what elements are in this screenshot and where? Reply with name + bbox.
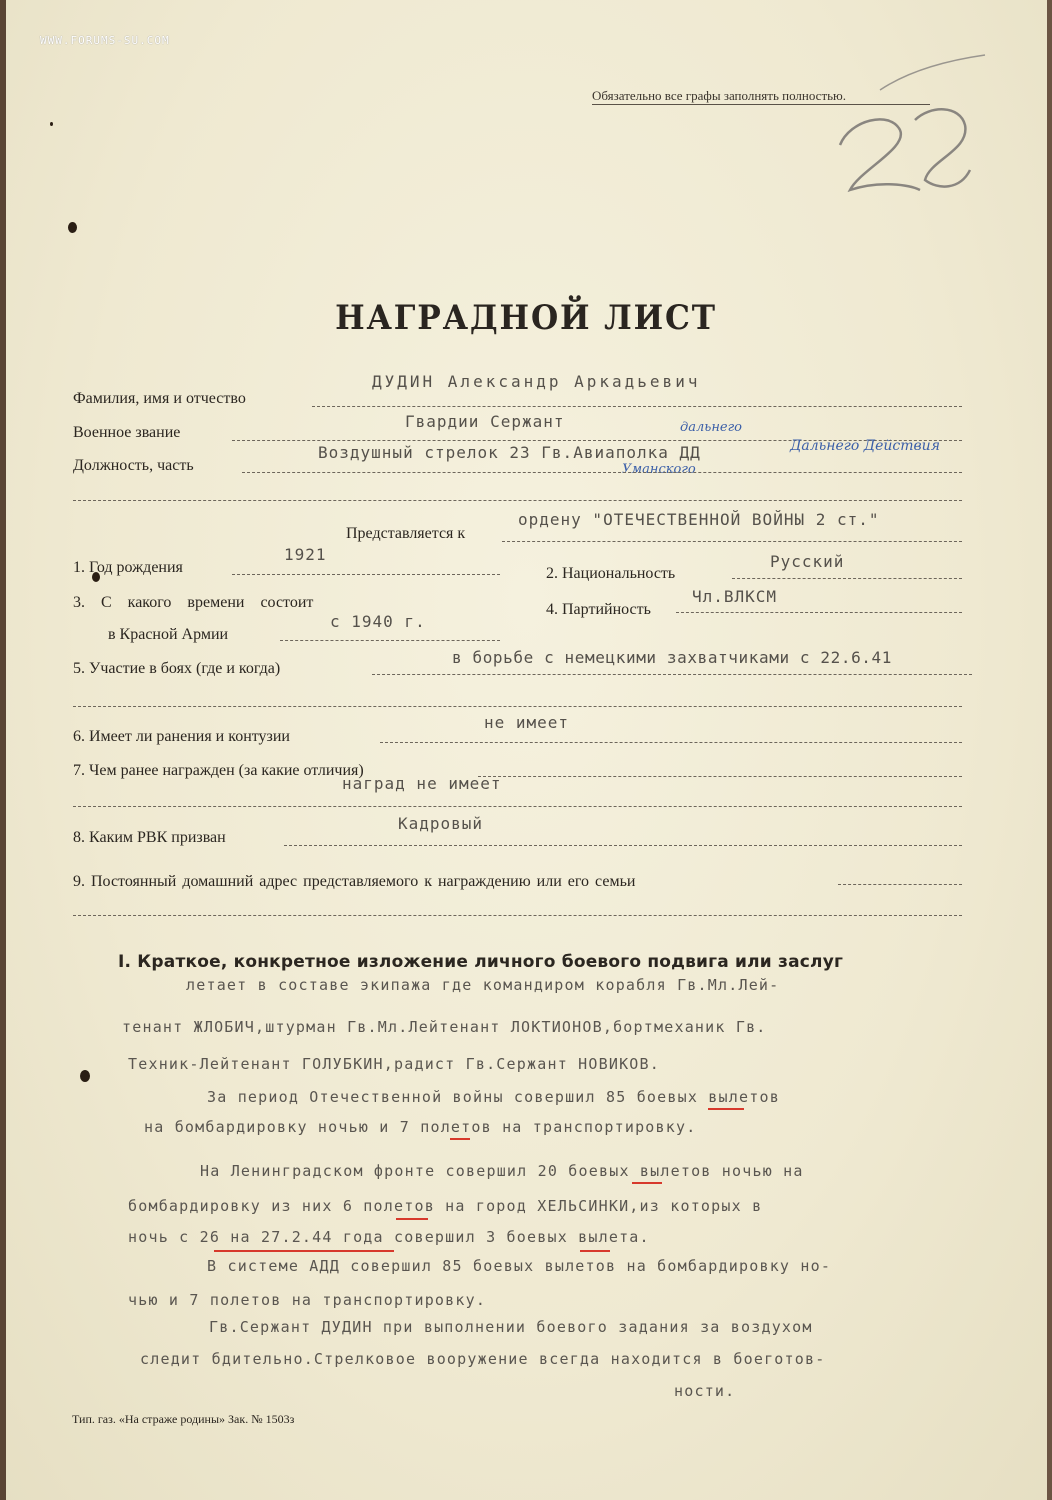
army-value: с 1940 г. (330, 612, 426, 631)
party-underline (676, 612, 962, 613)
rvk-underline (284, 845, 962, 846)
army-underline (280, 640, 500, 641)
story-line-9: В системе АДД совершил 85 боевых вылетов на бомбардировку но- (207, 1257, 832, 1275)
red-underline (708, 1108, 744, 1110)
nationality-underline (732, 578, 962, 579)
nationality-label: 2. Национальность (546, 565, 676, 582)
rank-label: Военное звание (73, 424, 181, 441)
document-title: НАГРАДНОЙ ЛИСТ (335, 298, 717, 338)
punch-hole (80, 1070, 90, 1082)
rvk-value: Кадровый (398, 814, 484, 833)
birth-value: 1921 (284, 545, 327, 564)
fio-label: Фамилия, имя и отчество (73, 390, 246, 407)
address-underline-2 (73, 915, 962, 916)
story-line-2: тенант ЖЛОБИЧ,штурман Гв.Мл.Лейтенант ЛОКТИОНОВ,бортмеханик Гв. (122, 1018, 767, 1036)
red-underline (580, 1250, 610, 1252)
red-underline (450, 1138, 470, 1140)
story-line-11: Гв.Сержант ДУДИН при выполнении боевого задания за воздухом (209, 1318, 813, 1336)
battles-label: 5. Участие в боях (где и когда) (73, 660, 281, 677)
story-line-8: ночь с 26 на 27.2.44 года совершил 3 боевых вылета. (128, 1228, 650, 1246)
position-label: Должность, часть (73, 457, 194, 474)
wounds-underline (380, 742, 962, 743)
wounds-label: 6. Имеет ли ранения и контузии (73, 728, 290, 745)
story-line-4: За период Отечественной войны совершил 85 боевых вылетов (207, 1088, 780, 1106)
pencil-mark-icon (820, 50, 990, 210)
birth-label: 1. Год рождения (73, 559, 183, 576)
position-underline (242, 472, 962, 473)
punch-hole (50, 122, 53, 126)
awards-underline-2 (73, 806, 962, 807)
fio-underline (312, 406, 962, 407)
army-label-1: 3. С какого времени состоит (73, 594, 314, 611)
awards-value: наград не имеет (342, 774, 502, 793)
awards-label: 7. Чем ранее награжден (за какие отличия) (73, 762, 364, 779)
party-value: Чл.ВЛКСМ (692, 587, 778, 606)
section-title: I. Краткое, конкретное изложение личного боевого подвига или заслуг (118, 952, 844, 972)
party-label: 4. Партийность (546, 601, 651, 618)
story-line-1: летает в составе экипажа где командиром корабля Гв.Мл.Лей- (186, 976, 780, 994)
position-handwritten-1: дальнего (680, 420, 742, 435)
nominated-underline (502, 541, 962, 542)
position-underline-2 (73, 500, 962, 501)
position-handwritten-2: Дальнего Действия (790, 438, 940, 454)
birth-underline (232, 574, 500, 575)
rvk-label: 8. Каким РВК призван (73, 829, 226, 846)
page-left-edge (0, 0, 6, 1500)
punch-hole (68, 222, 77, 233)
header-note: Обязательно все графы заполнять полностью. (592, 88, 847, 103)
nominated-value: ордену "ОТЕЧЕСТВЕННОЙ ВОЙНЫ 2 ст." (518, 510, 880, 529)
printer-footer: Тип. газ. «На страже родины» Зак. № 1503з (72, 1412, 295, 1426)
army-label-2: в Красной Армии (108, 626, 229, 643)
page-right-edge (1047, 0, 1052, 1500)
fio-value: ДУДИН Александр Аркадьевич (372, 372, 701, 391)
nationality-value: Русский (770, 552, 845, 571)
rank-value: Гвардии Сержант (405, 412, 565, 431)
address-label: 9. Постоянный домашний адрес представляемого к награждению или его семьи (73, 873, 636, 890)
watermark: WWW.FORUMS-SU.COM (40, 34, 170, 47)
story-line-6: На Ленинградском фронте совершил 20 боевых вылетов ночью на (200, 1162, 804, 1180)
wounds-value: не имеет (484, 713, 570, 732)
address-underline (838, 884, 962, 885)
position-value: Воздушный стрелок 23 Гв.Авиаполка ДД (318, 443, 701, 462)
story-line-13: ности. (674, 1382, 736, 1400)
red-underline (214, 1250, 394, 1252)
story-line-12: следит бдительно.Стрелковое вооружение всегда находится в боеготов- (140, 1350, 826, 1368)
battles-underline (372, 674, 972, 675)
battles-underline-2 (73, 706, 962, 707)
battles-value: в борьбе с немецкими захватчиками с 22.6.41 (452, 648, 893, 667)
story-line-5: на бомбардировку ночью и 7 полетов на транспортировку. (144, 1118, 697, 1136)
story-line-3: Техник-Лейтенант ГОЛУБКИН,радист Гв.Сержант НОВИКОВ. (128, 1055, 660, 1073)
nominated-label: Представляется к (346, 525, 466, 542)
story-line-7: бомбардировку из них 6 полетов на город ХЕЛЬСИНКИ,из которых в (128, 1197, 763, 1215)
position-handwritten-3: Уманского (622, 462, 696, 477)
awards-underline (478, 776, 962, 777)
story-line-10: чью и 7 полетов на транспортировку. (128, 1291, 487, 1309)
red-underline (632, 1182, 662, 1184)
red-underline (396, 1218, 428, 1220)
